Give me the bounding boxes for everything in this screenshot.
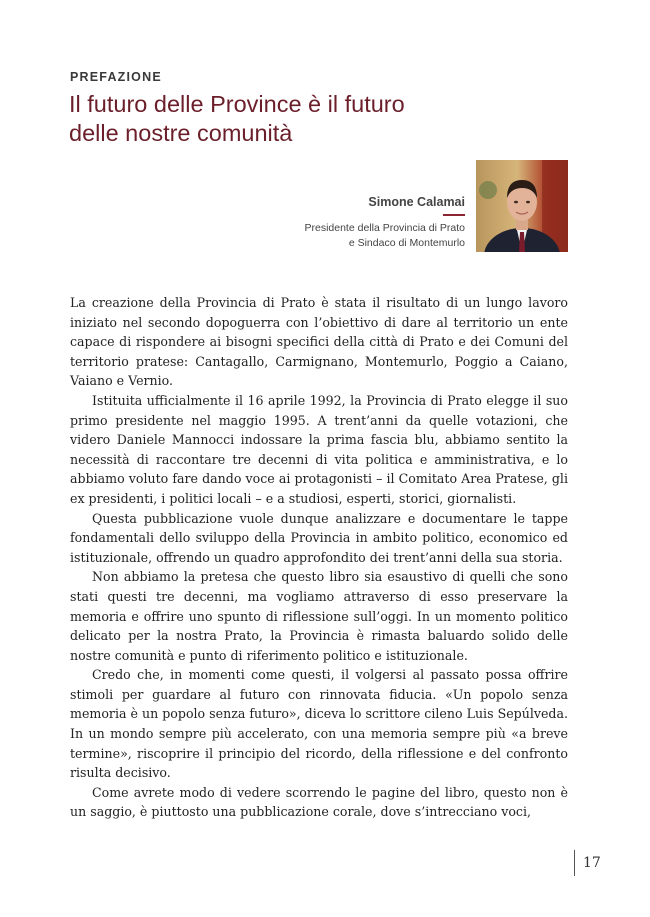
author-role-line-1: Presidente della Provincia di Prato [304, 222, 465, 234]
chapter-title [69, 90, 549, 148]
paragraph-2: Istituita ufficialmente il 16 aprile 1992, la Provincia di Prato elegge il suo primo presidente nel maggio 1995. A trent’anni da quelle votazioni, che videro Daniele Mannocci indossare la prima fascia blu, abbiamo sentito la necessità di raccontare tre decenni di vita politica e amministrativa, e lo abbiamo voluto fare dando voce ai protagonisti – il Comitato Area Pratese, gli ex presidenti, i politici locali – e a studiosi, esperti, storici, giornalisti. [70, 392, 568, 506]
paragraph-4: Non abbiamo la pretesa che questo libro sia esaustivo di quelli che sono stati questi tre decenni, ma vogliamo attraverso di esso preservare la memoria e offrire uno spunto di riflessione sull’oggi. In un momento politico delicato per la nostra Prato, la Provincia è rimasta baluardo solido delle nostre comunità e punto di riferimento politico e istituzionale. [70, 569, 568, 663]
body-text [70, 293, 568, 822]
title-line-1: Il futuro delle Province è il futuro [69, 91, 405, 117]
author-name: Simone Calamai [368, 195, 465, 209]
paragraph-1: La creazione della Provincia di Prato è stata il risultato di un lungo lavoro iniziato nel secondo dopoguerra con l’obiettivo di dare al territorio un ente capace di rispondere ai bisogni specifici della città di Prato e dei Comuni del territorio pratese: Cantagallo, Carmignano, Montemurlo, Poggio a Caiano, Vaiano e Vernio. [70, 295, 568, 389]
author-role-line-2: e Sindaco di Montemurlo [348, 237, 465, 249]
author-accent-rule [443, 214, 465, 216]
page-number: 17 [574, 850, 601, 876]
portrait-image [476, 160, 568, 252]
paragraph-3: Questa pubblicazione vuole dunque analizzare e documentare le tappe fondamentali dello sviluppo della Provincia in ambito politico, economico ed istituzionale, offrendo un quadro approfondito dei trent’anni della sua storia. [70, 510, 568, 565]
paragraph-5: Credo che, in momenti come questi, il volgersi al passato possa offrire stimoli per guardare al futuro con rinnovata fiducia. «Un popolo senza memoria è un popolo senza futuro», diceva lo scrittore cileno Luis Sepúlveda. In un mondo sempre più accelerato, con una memoria sempre più «a breve termine», riscoprire il principio del ricordo, della riflessione e del confronto risulta decisivo. [70, 667, 568, 781]
author-block [304, 194, 465, 251]
section-label: PREFAZIONE [70, 70, 162, 84]
paragraph-6: Come avrete modo di vedere scorrendo le pagine del libro, questo non è un saggio, è piuttosto una pubblicazione corale, dove s’intrecciano voci, [70, 784, 568, 820]
author-portrait [476, 160, 568, 252]
title-line-2: delle nostre comunità [69, 120, 293, 146]
